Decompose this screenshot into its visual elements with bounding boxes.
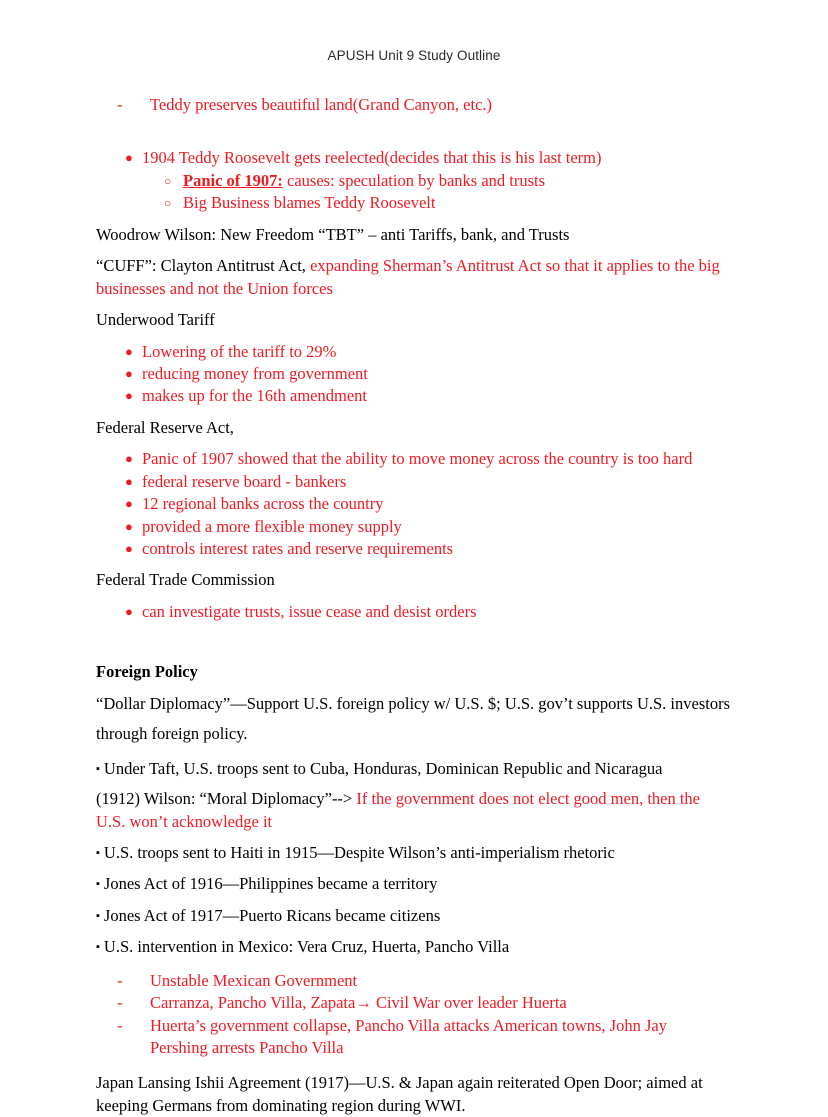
list-item <box>96 538 732 560</box>
paragraph-federal-reserve-act: Federal Reserve Act, <box>96 417 234 437</box>
list-item-label: Jones Act of 1917—Puerto Ricans became citizens <box>103 905 441 925</box>
list-item-label: 12 regional banks across the country <box>142 494 384 514</box>
dash-bullet-icon: - <box>117 993 123 1013</box>
list-item-label: can investigate trusts, issue cease and desist orders <box>142 601 477 621</box>
disc-bullet-icon: ● <box>125 343 133 359</box>
list-item <box>96 385 732 407</box>
spacer <box>96 864 732 873</box>
square-bullet-icon: ▪ <box>96 846 100 859</box>
list-item <box>96 493 732 515</box>
disc-bullet-icon: ● <box>125 473 133 489</box>
spacer <box>96 215 732 224</box>
panic-1907-term: Panic of 1907: <box>183 170 283 190</box>
page-title: APUSH Unit 9 Study Outline <box>327 48 501 63</box>
list-item-label: U.S. troops sent to Haiti in 1915—Despite Wilson’s anti-imperialism rhetoric <box>103 842 615 862</box>
list-item-label: makes up for the 16th amendment <box>142 386 367 406</box>
list-item-label: Carranza, Pancho Villa, Zapata→ Civil War over leader Huerta <box>150 993 567 1013</box>
list-item-under-taft <box>96 758 732 780</box>
paragraph-dollar-diplomacy-line2: through foreign policy. <box>96 724 248 744</box>
paragraph-moral-diplomacy <box>96 788 732 833</box>
spacer <box>96 1059 732 1072</box>
list-item-label: federal reserve board - bankers <box>142 471 347 491</box>
list-item-label: Under Taft, U.S. troops sent to Cuba, Honduras, Dominican Republic and Nicaragua <box>103 758 663 778</box>
list-item-label: Big Business blames Teddy Roosevelt <box>183 193 436 213</box>
list-item-jones-act-1916 <box>96 873 732 895</box>
spacer <box>96 332 732 341</box>
list-item <box>96 471 732 493</box>
square-bullet-icon: ▪ <box>96 941 100 954</box>
list-item-mexico-intervention <box>96 936 732 958</box>
list-item <box>96 192 732 214</box>
list-item <box>96 516 732 538</box>
disc-bullet-icon: ● <box>125 603 133 619</box>
spacer <box>96 439 732 448</box>
list-item-label: Panic of 1907 showed that the ability to move money across the country is too hard <box>142 449 693 469</box>
list-item <box>96 363 732 385</box>
spacer <box>96 959 732 970</box>
list-item-label: provided a more flexible money supply <box>142 516 402 536</box>
cuff-red-text: expanding Sherman’s Antitrust Act so that it applies to the big businesses and not the Union forces <box>96 256 720 298</box>
circle-bullet-icon: ○ <box>164 196 172 211</box>
list-item-label: Huerta’s government collapse, Pancho Villa attacks American towns, John Jay Pershing arrests Pancho Villa <box>150 1015 667 1057</box>
circle-bullet-icon: ○ <box>164 173 172 188</box>
square-bullet-icon: ▪ <box>96 909 100 922</box>
spacer <box>96 746 732 758</box>
paragraph-cuff <box>96 255 732 300</box>
disc-bullet-icon: ● <box>125 496 133 512</box>
moral-diplomacy-red-text: If the government does not elect good men, then the U.S. won’t acknowledge it <box>96 789 701 831</box>
section-heading-foreign-policy: Foreign Policy <box>96 662 198 682</box>
list-item-label <box>183 170 732 192</box>
spacer <box>96 896 732 905</box>
moral-diplomacy-black-text: (1912) Wilson: “Moral Diplomacy”--> <box>96 789 353 809</box>
list-item-jones-act-1917 <box>96 905 732 927</box>
paragraph-dollar-diplomacy-line1: “Dollar Diplomacy”—Support U.S. foreign policy w/ U.S. $; U.S. gov’t supports U.S. investors <box>96 693 730 713</box>
dash-bullet-icon: - <box>117 970 123 990</box>
paragraph-wilson-new-freedom: Woodrow Wilson: New Freedom “TBT” – anti Tariffs, bank, and Trusts <box>96 224 570 244</box>
list-item <box>96 147 732 169</box>
document-body <box>96 94 732 1117</box>
spacer <box>96 408 732 417</box>
panic-1907-detail: causes: speculation by banks and trusts <box>282 170 546 190</box>
list-item-label: controls interest rates and reserve requirements <box>142 539 454 558</box>
disc-bullet-icon: ● <box>125 451 133 467</box>
dash-bullet-icon: - <box>117 95 123 114</box>
list-item-label: Teddy preserves beautiful land(Grand Canyon, etc.) <box>150 95 493 114</box>
disc-bullet-icon: ● <box>125 541 133 556</box>
list-item-haiti <box>96 842 732 864</box>
list-item-label: reducing money from government <box>142 363 368 383</box>
disc-bullet-icon: ● <box>125 150 133 166</box>
spacer <box>96 623 732 661</box>
list-item <box>96 448 732 470</box>
cuff-black-text: “CUFF”: Clayton Antitrust Act, <box>96 256 306 276</box>
spacer <box>96 592 732 601</box>
list-item <box>96 970 732 992</box>
spacer <box>96 833 732 842</box>
spacer <box>96 300 732 309</box>
spacer <box>96 780 732 788</box>
paragraph-underwood-tariff: Underwood Tariff <box>96 310 215 330</box>
list-item <box>96 341 732 363</box>
disc-bullet-icon: ● <box>125 365 133 381</box>
list-item <box>96 601 732 623</box>
spacer <box>96 116 732 147</box>
spacer <box>96 715 732 723</box>
list-item-label: Unstable Mexican Government <box>150 970 358 990</box>
square-bullet-icon: ▪ <box>96 762 100 775</box>
disc-bullet-icon: ● <box>125 388 133 404</box>
paragraph-federal-trade-commission: Federal Trade Commission <box>96 570 275 590</box>
spacer <box>96 246 732 255</box>
list-item-label: U.S. intervention in Mexico: Vera Cruz, Huerta, Pancho Villa <box>103 937 510 957</box>
list-item <box>96 94 732 116</box>
list-item <box>96 1015 732 1060</box>
list-item-label: Lowering of the tariff to 29% <box>142 341 337 361</box>
list-item <box>96 170 732 192</box>
square-bullet-icon: ▪ <box>96 878 100 891</box>
spacer <box>96 684 732 693</box>
spacer <box>96 560 732 569</box>
list-item-label: Jones Act of 1916—Philippines became a territory <box>103 874 438 894</box>
paragraph-lansing-ishii: Japan Lansing Ishii Agreement (1917)—U.S. & Japan again reiterated Open Door; aimed at keeping Germans from dominating region during WWI. <box>96 1073 703 1115</box>
list-item <box>96 992 732 1014</box>
list-item-label: 1904 Teddy Roosevelt gets reelected(decides that this is his last term) <box>142 148 602 168</box>
dash-bullet-icon: - <box>117 1015 123 1035</box>
spacer <box>96 927 732 936</box>
disc-bullet-icon: ● <box>125 518 133 534</box>
